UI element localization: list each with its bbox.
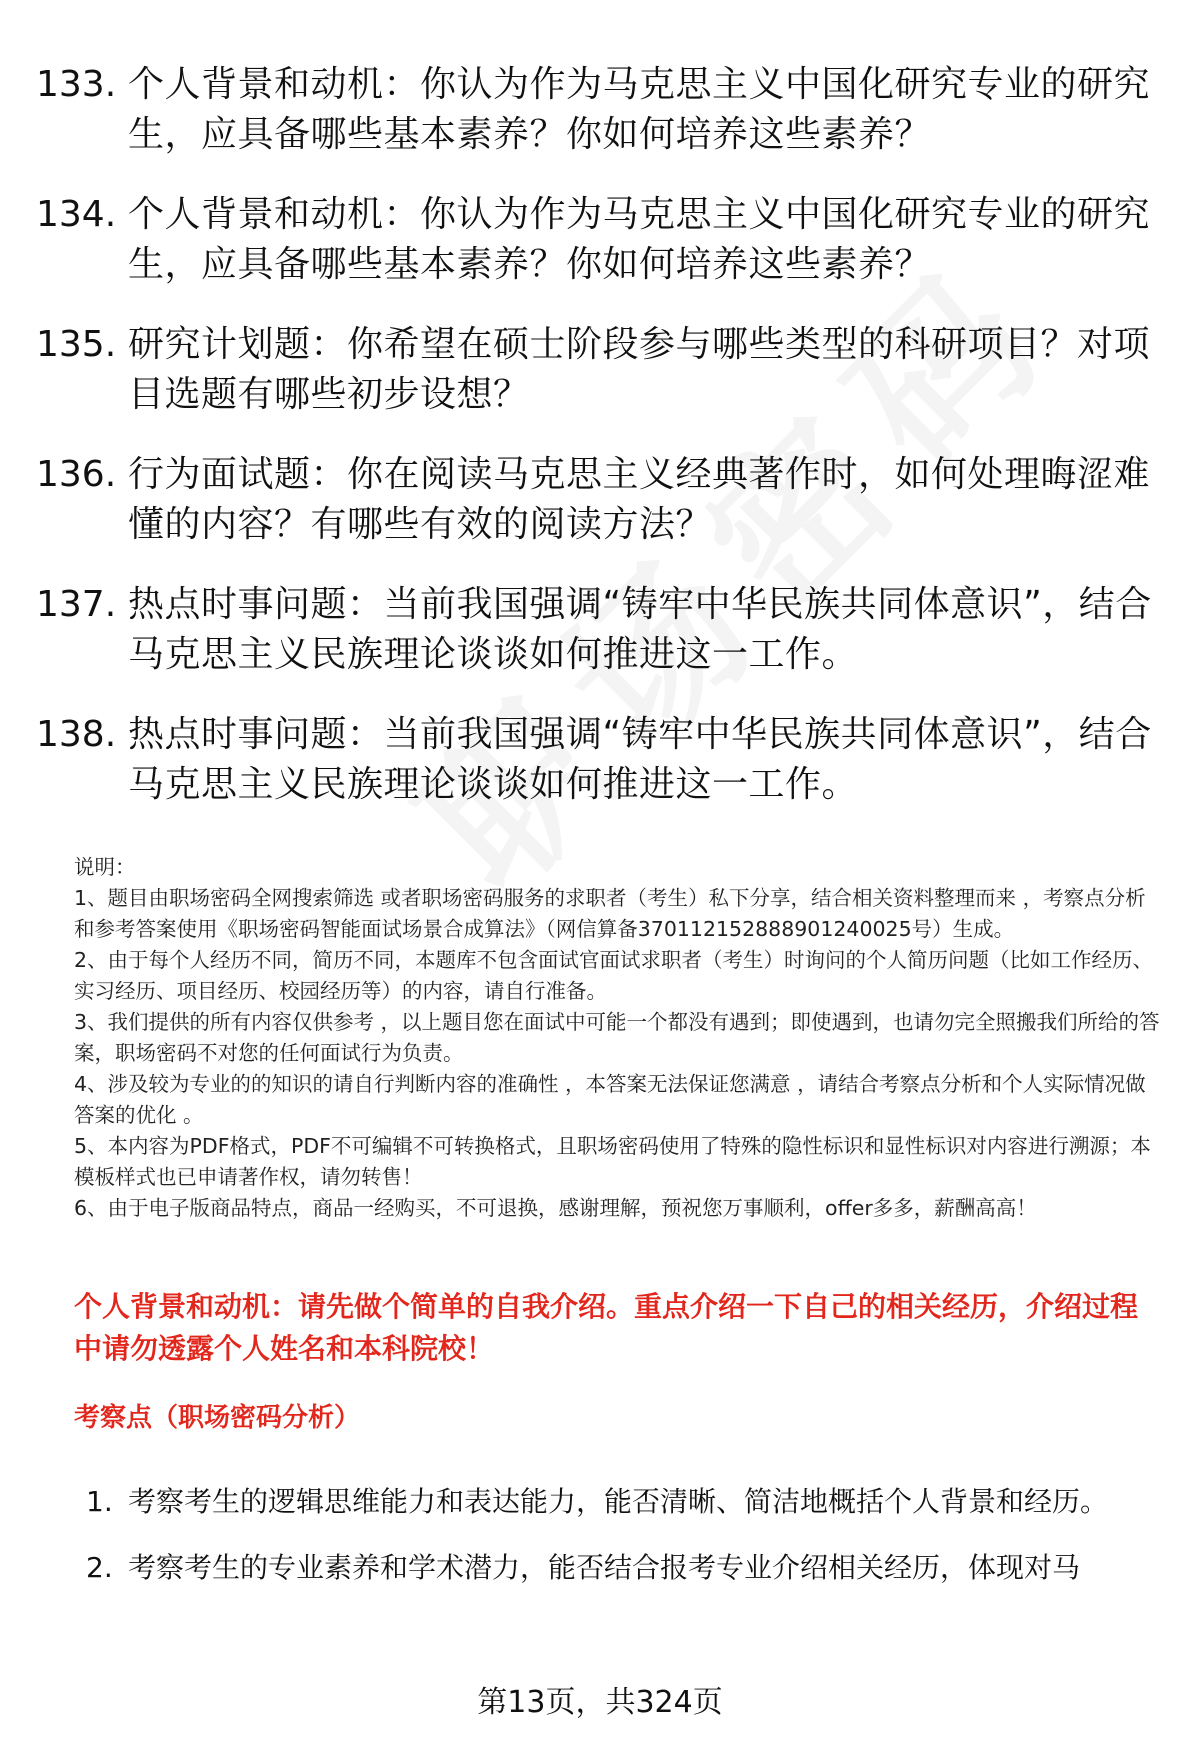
question-item xyxy=(36,190,1156,290)
question-text: 行为面试题：你在阅读马克思主义经典著作时，如何处理晦涩难懂的内容？有哪些有效的阅读方法？ xyxy=(128,454,1151,545)
analysis-points xyxy=(86,1472,1156,1604)
note-item: 4、涉及较为专业的的知识的请自行判断内容的准确性 ，本答案无法保证您满意 ，请结合考察点分析和个人实际情况做答案的优化 。 xyxy=(74,1072,1146,1127)
question-text: 个人背景和动机：你认为作为马克思主义中国化研究专业的研究生，应具备哪些基本素养？你如何培养这些素养？ xyxy=(128,194,1151,285)
analysis-point xyxy=(86,1538,1156,1598)
question-item xyxy=(36,580,1156,680)
analysis-point xyxy=(86,1472,1156,1532)
question-text: 个人背景和动机：你认为作为马克思主义中国化研究专业的研究生，应具备哪些基本素养？你如何培养这些素养？ xyxy=(128,64,1151,155)
point-text: 考察考生的逻辑思维能力和表达能力，能否清晰、简洁地概括个人背景和经历。 xyxy=(128,1485,1109,1518)
question-list xyxy=(36,60,1156,840)
note-item: 5、本内容为PDF格式，PDF不可编辑不可转换格式，且职场密码使用了特殊的隐性标识和显性标识对内容进行溯源；本模板样式也已申请著作权，请勿转售！ xyxy=(74,1134,1151,1189)
page-footer: 第13页，共324页 xyxy=(477,1685,723,1720)
note-item: 6、由于电子版商品特点，商品一经购买，不可退换，感谢理解，预祝您万事顺利，offer多多，薪酬高高！ xyxy=(74,1196,1037,1220)
question-item xyxy=(36,450,1156,550)
question-text: 研究计划题：你希望在硕士阶段参与哪些类型的科研项目？对项目选题有哪些初步设想？ xyxy=(128,324,1151,415)
question-number: 136. xyxy=(36,454,117,495)
question-text: 热点时事问题：当前我国强调“铸牢中华民族共同体意识”，结合马克思主义民族理论谈谈如何推进这一工作。 xyxy=(128,714,1152,805)
question-number: 137. xyxy=(36,584,117,625)
question-number: 135. xyxy=(36,324,117,365)
notes-title: 说明： xyxy=(74,855,136,879)
question-text: 热点时事问题：当前我国强调“铸牢中华民族共同体意识”，结合马克思主义民族理论谈谈如何推进这一工作。 xyxy=(128,584,1152,675)
note-item: 2、由于每个人经历不同，简历不同，本题库不包含面试官面试求职者（考生）时询问的个人简历问题（比如工作经历、实习经历、项目经历、校园经历等）的内容，请自行准备。 xyxy=(74,948,1154,1003)
question-number: 138. xyxy=(36,714,117,755)
point-number: 1. xyxy=(86,1485,113,1518)
question-number: 134. xyxy=(36,194,117,235)
question-item xyxy=(36,60,1156,160)
analysis-heading: 考察点（职场密码分析） xyxy=(74,1403,361,1433)
question-number: 133. xyxy=(36,64,117,105)
note-item: 1、题目由职场密码全网搜索筛选 或者职场密码服务的求职者（考生）私下分享，结合相关资料整理而来 ，考察点分析和参考答案使用《职场密码智能面试场景合成算法》（网信算备370112152888901240025号）生成。 xyxy=(74,886,1146,941)
question-item xyxy=(36,710,1156,810)
point-number: 2. xyxy=(86,1551,113,1584)
point-text: 考察考生的专业素养和学术潜力，能否结合报考专业介绍相关经历，体现对马 xyxy=(128,1551,1081,1584)
notes-section xyxy=(74,852,1164,1224)
note-item: 3、我们提供的所有内容仅供参考 ，以上题目您在面试中可能一个都没有遇到；即使遇到，也请勿完全照搬我们所给的答案，职场密码不对您的任何面试行为负责。 xyxy=(74,1010,1160,1065)
featured-question: 个人背景和动机：请先做个简单的自我介绍。重点介绍一下自己的相关经历，介绍过程中请勿透露个人姓名和本科院校！ xyxy=(74,1290,1139,1365)
question-item xyxy=(36,320,1156,420)
